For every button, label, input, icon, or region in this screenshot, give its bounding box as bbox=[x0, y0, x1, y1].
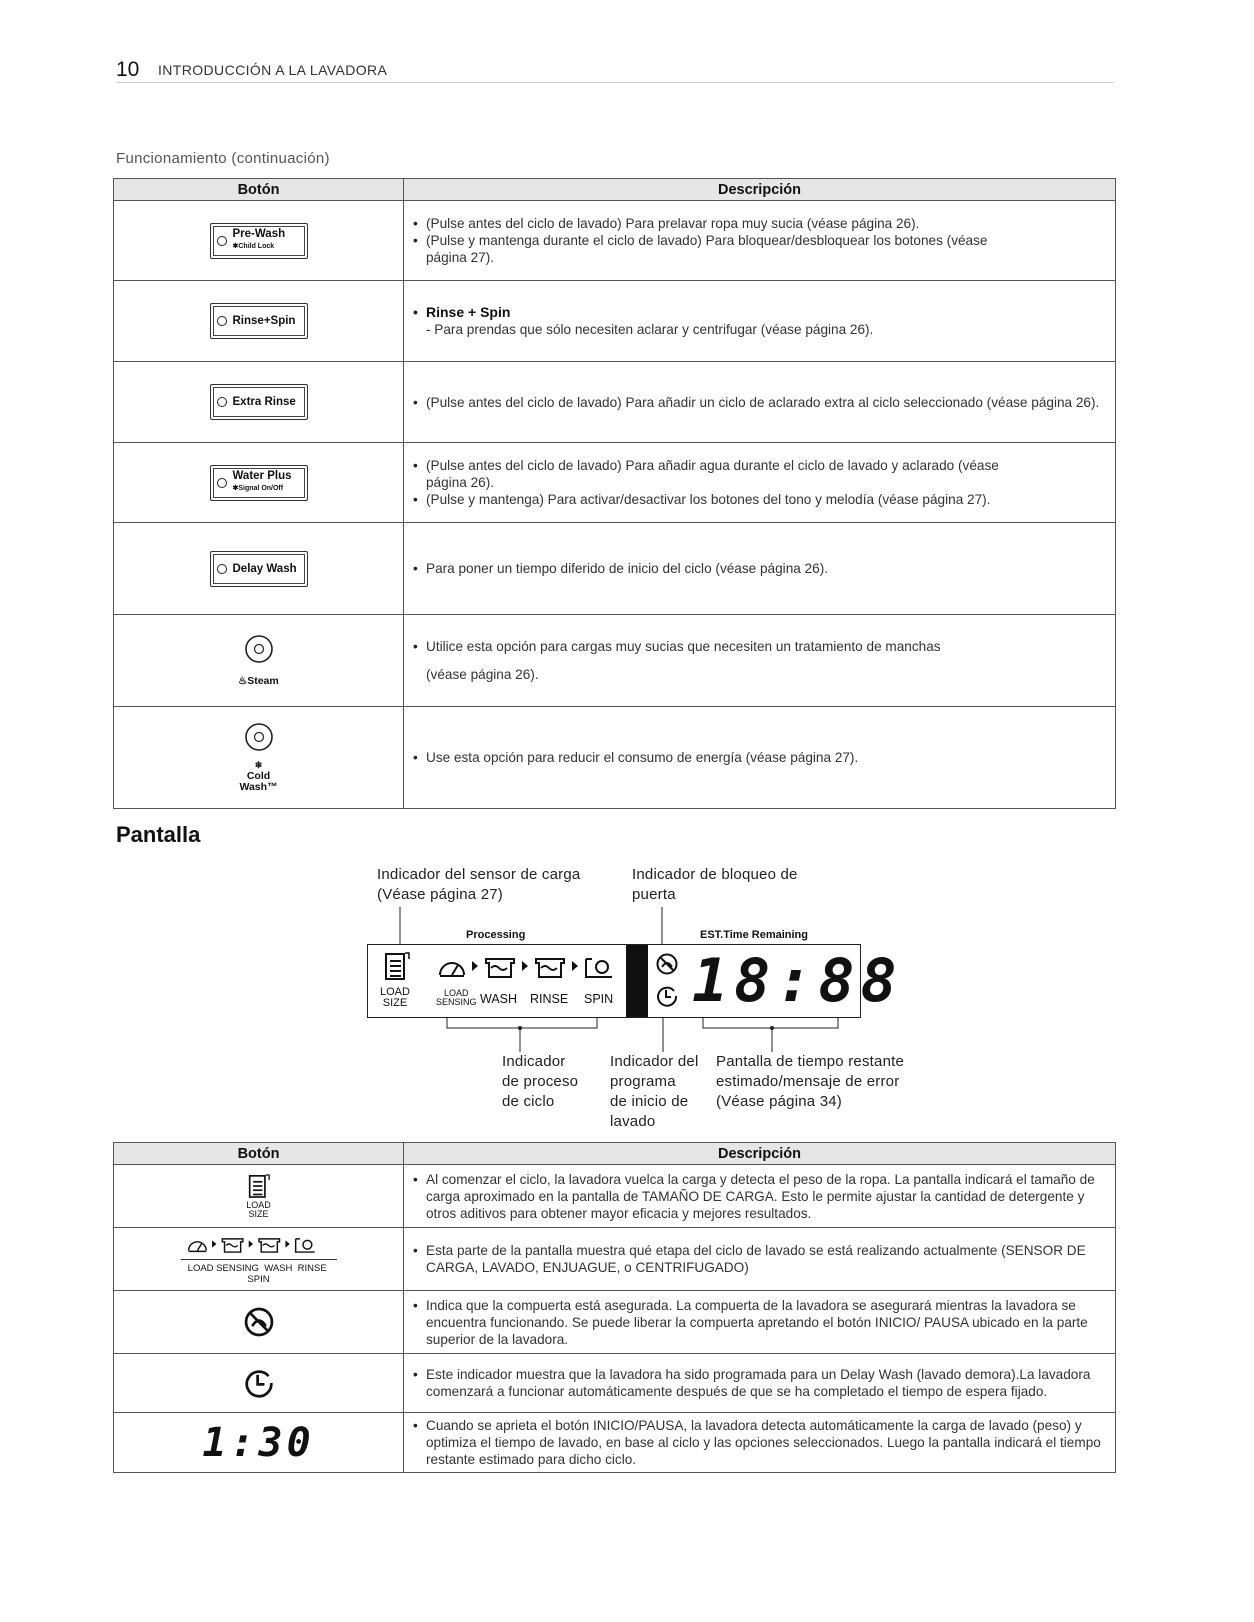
list-item: • (Pulse antes del ciclo de lavado) Para añadir un ciclo de aclarado extra al ciclo seleccionado (véase página 26). bbox=[410, 394, 1107, 411]
callout-line: Indicador del bbox=[610, 1053, 699, 1070]
callout-line: Indicador bbox=[502, 1053, 566, 1070]
lcd-text: SENSING bbox=[436, 997, 477, 1007]
button-cell bbox=[114, 1413, 404, 1473]
icon-text: SPIN bbox=[247, 1274, 270, 1285]
description-cell bbox=[404, 707, 1116, 809]
table-row bbox=[114, 443, 1116, 523]
header-description: Descripción bbox=[404, 1143, 1116, 1165]
callout-line: puerta bbox=[632, 886, 676, 903]
page-header bbox=[116, 60, 1114, 83]
wash-label: Wash™ bbox=[239, 781, 278, 793]
table-row bbox=[114, 1165, 1116, 1228]
list-item: • (Pulse y mantenga durante el ciclo de lavado) Para bloquear/desbloquear los botones (véase página 27). bbox=[410, 232, 1012, 266]
water-plus-label: Water Plus bbox=[232, 470, 292, 482]
table-row bbox=[114, 615, 1116, 707]
cycle-stage-labels bbox=[181, 1259, 337, 1285]
description-cell bbox=[404, 1291, 1116, 1354]
rinse-spin-detail: - Para prendas que sólo necesiten aclarar y centrifugar (véase página 26). bbox=[426, 322, 874, 337]
table-row bbox=[114, 707, 1116, 809]
icon-text: RINSE bbox=[297, 1263, 327, 1274]
water-plus-button bbox=[210, 465, 308, 501]
table-row bbox=[114, 1413, 1116, 1473]
button-cell bbox=[114, 281, 404, 362]
callout-line: Indicador del sensor de carga bbox=[377, 866, 581, 883]
list-item: • (Pulse antes del ciclo de lavado) Para prelavar ropa muy sucia (véase página 26). bbox=[410, 215, 1107, 232]
description-cell bbox=[404, 1228, 1116, 1291]
time-remaining-digits: 18:88 bbox=[692, 946, 903, 1016]
load-size-icon bbox=[248, 1173, 270, 1199]
list-item: • Este indicador muestra que la lavadora ha sido programada para un Delay Wash (lavado demora).La lavadora comenzará a funcionar automáticamente después de que se ha completado el tiempo de espera fijado. bbox=[410, 1366, 1107, 1400]
round-button-icon bbox=[244, 722, 274, 752]
callout-line: (Véase página 34) bbox=[716, 1093, 842, 1110]
description-cell bbox=[404, 1165, 1116, 1228]
load-size-icon bbox=[384, 951, 410, 981]
est-time-label: EST.Time Remaining bbox=[700, 929, 808, 941]
header-button: Botón bbox=[114, 179, 404, 201]
lcd-text: LOAD bbox=[380, 986, 410, 998]
time-display-callout bbox=[716, 1052, 904, 1112]
icon-text: LOAD SENSING bbox=[187, 1263, 259, 1274]
extra-rinse-label: Extra Rinse bbox=[232, 396, 296, 408]
led-indicator-icon bbox=[217, 236, 227, 246]
rinse-lcd-label: RINSE bbox=[530, 992, 569, 1006]
list-item: • Use esta opción para reducir el consumo de energía (véase página 27). bbox=[410, 749, 1107, 766]
table-row bbox=[114, 1354, 1116, 1413]
steam-label: Steam bbox=[247, 675, 279, 687]
child-lock-label: ✱Child Lock bbox=[232, 243, 275, 250]
description-cell bbox=[404, 1354, 1116, 1413]
pre-wash-button bbox=[210, 223, 308, 259]
display-table bbox=[113, 1142, 1116, 1473]
lcd-text: SIZE bbox=[382, 997, 408, 1009]
description-cell bbox=[404, 1413, 1116, 1473]
delay-program-callout bbox=[610, 1052, 699, 1132]
button-cell bbox=[114, 1228, 404, 1291]
processing-label: Processing bbox=[466, 929, 526, 941]
table-header-row bbox=[114, 1143, 1116, 1165]
callout-line: Pantalla de tiempo restante bbox=[716, 1053, 905, 1070]
button-cell bbox=[114, 615, 404, 707]
led-indicator-icon bbox=[217, 564, 227, 574]
cycle-stage-icons bbox=[436, 951, 636, 981]
table-row bbox=[114, 362, 1116, 443]
list-item: • Indica que la compuerta está asegurada. La compuerta de la lavadora se asegurará mientras la lavadora se encuentra funcionando. Se puede liberar la compuerta apretando el botón INICIO/ PAUSA ubicado en la parte superior de la lavadora. bbox=[410, 1297, 1107, 1348]
description-cell bbox=[404, 615, 1116, 707]
description-cell bbox=[404, 443, 1116, 523]
description-cell bbox=[404, 523, 1116, 615]
rinse-spin-button bbox=[210, 303, 308, 339]
lcd-divider bbox=[626, 945, 648, 1017]
icon-text: LOAD bbox=[246, 1200, 271, 1210]
button-cell bbox=[114, 443, 404, 523]
cold-label: Cold bbox=[246, 770, 271, 782]
buttons-table bbox=[113, 178, 1116, 809]
wash-lcd-label: WASH bbox=[480, 992, 518, 1006]
delay-clock-icon bbox=[656, 985, 678, 1007]
callout-line: (Véase página 27) bbox=[377, 886, 503, 903]
description-cell bbox=[404, 201, 1116, 281]
table-row bbox=[114, 201, 1116, 281]
list-item: • Para poner un tiempo diferido de inicio del ciclo (véase página 26). bbox=[410, 560, 1107, 577]
pantalla-heading: Pantalla bbox=[116, 822, 201, 847]
cycle-progress-callout bbox=[502, 1052, 578, 1112]
snowflake-icon: ❄ bbox=[254, 760, 263, 770]
lcd-text: LOAD bbox=[444, 988, 469, 998]
callout-line: de inicio de bbox=[610, 1093, 689, 1110]
list-item: • Rinse + Spin bbox=[410, 304, 1107, 321]
button-cell bbox=[114, 523, 404, 615]
load-sensor-callout bbox=[377, 865, 580, 905]
button-cell bbox=[114, 362, 404, 443]
door-lock-callout bbox=[632, 865, 798, 905]
delay-wash-button bbox=[210, 551, 308, 587]
load-size-icon-label bbox=[114, 1201, 403, 1219]
subsection-title: Funcionamiento (continuación) bbox=[116, 150, 330, 167]
header-description: Descripción bbox=[404, 179, 1116, 201]
lcd-display bbox=[367, 944, 903, 1018]
callout-line: Indicador de bloqueo de bbox=[632, 866, 798, 883]
table-row bbox=[114, 523, 1116, 615]
header-button: Botón bbox=[114, 1143, 404, 1165]
table-row bbox=[114, 1291, 1116, 1354]
list-item: • Utilice esta opción para cargas muy sucias que necesiten un tratamiento de manchas bbox=[410, 638, 1107, 655]
steam-icon: ♨ bbox=[238, 676, 248, 687]
description-cell bbox=[404, 281, 1116, 362]
list-item: • Al comenzar el ciclo, la lavadora vuelca la carga y detecta el peso de la ropa. La pantalla indicará el tamaño de carga aproximado en la pantalla de TAMAÑO DE CARGA. Esto le permite ajustar la cantidad de detergente y otros aditivos para obtener mayor eficacia y mejores resultados. bbox=[410, 1171, 1107, 1222]
steam-label-row bbox=[114, 676, 403, 687]
time-display-digits: 1:30 bbox=[202, 1419, 315, 1466]
spin-lcd-label: SPIN bbox=[584, 992, 614, 1006]
callout-line: de ciclo bbox=[502, 1093, 555, 1110]
callout-line: de proceso bbox=[502, 1073, 579, 1090]
callout-line: estimado/mensaje de error bbox=[716, 1073, 900, 1090]
list-item: • Esta parte de la pantalla muestra qué etapa del ciclo de lavado se está realizando actualmente (SENSOR DE CARGA, LAVADO, ENJUAGUE, o CENTRIFUGADO) bbox=[410, 1242, 1107, 1276]
list-item: • Cuando se aprieta el botón INICIO/PAUSA, la lavadora detecta automáticamente la carga de lavado (peso) y optimiza el tiempo de lavado, en base al ciclo y las opciones seleccionados. Luego la pantalla indicará el tiempo restante estimado para dicho ciclo. bbox=[410, 1417, 1107, 1468]
button-cell bbox=[114, 1165, 404, 1228]
extra-rinse-button bbox=[210, 384, 308, 420]
rinse-spin-label: Rinse+Spin bbox=[232, 315, 296, 327]
cold-wash-label bbox=[114, 760, 403, 793]
door-lock-icon bbox=[656, 953, 678, 975]
section-title: INTRODUCCIÓN A LA LAVADORA bbox=[158, 62, 388, 78]
led-indicator-icon bbox=[217, 316, 227, 326]
pre-wash-label: Pre-Wash bbox=[232, 228, 286, 240]
list-item: • (Pulse antes del ciclo de lavado) Para añadir agua durante el ciclo de lavado y aclarado (véase página 26). bbox=[410, 457, 1037, 491]
cycle-stage-icons bbox=[184, 1233, 334, 1255]
led-indicator-icon bbox=[217, 478, 227, 488]
delay-wash-label: Delay Wash bbox=[232, 562, 297, 575]
page-number: 10 bbox=[116, 58, 140, 81]
table-row bbox=[114, 281, 1116, 362]
callout-line: lavado bbox=[610, 1113, 656, 1130]
steam-extra: (véase página 26). bbox=[426, 667, 539, 682]
icon-text: WASH bbox=[264, 1263, 293, 1274]
button-cell bbox=[114, 1291, 404, 1354]
delay-clock-icon bbox=[244, 1368, 274, 1398]
button-cell bbox=[114, 201, 404, 281]
table-row bbox=[114, 1228, 1116, 1291]
icon-text: SIZE bbox=[248, 1209, 269, 1219]
load-sensing-lcd-label bbox=[436, 989, 477, 1007]
table-header-row bbox=[114, 179, 1116, 201]
description-cell bbox=[404, 362, 1116, 443]
button-cell bbox=[114, 1354, 404, 1413]
button-cell bbox=[114, 707, 404, 809]
signal-label: ✱Signal On/Off bbox=[232, 485, 284, 492]
round-button-icon bbox=[244, 634, 274, 664]
list-item: • (Pulse y mantenga) Para activar/desactivar los botones del tono y melodía (véase página 27). bbox=[410, 491, 1107, 508]
load-size-lcd-label bbox=[380, 987, 410, 1009]
callout-line: programa bbox=[610, 1073, 676, 1090]
led-indicator-icon bbox=[217, 397, 227, 407]
door-lock-icon bbox=[244, 1307, 274, 1337]
